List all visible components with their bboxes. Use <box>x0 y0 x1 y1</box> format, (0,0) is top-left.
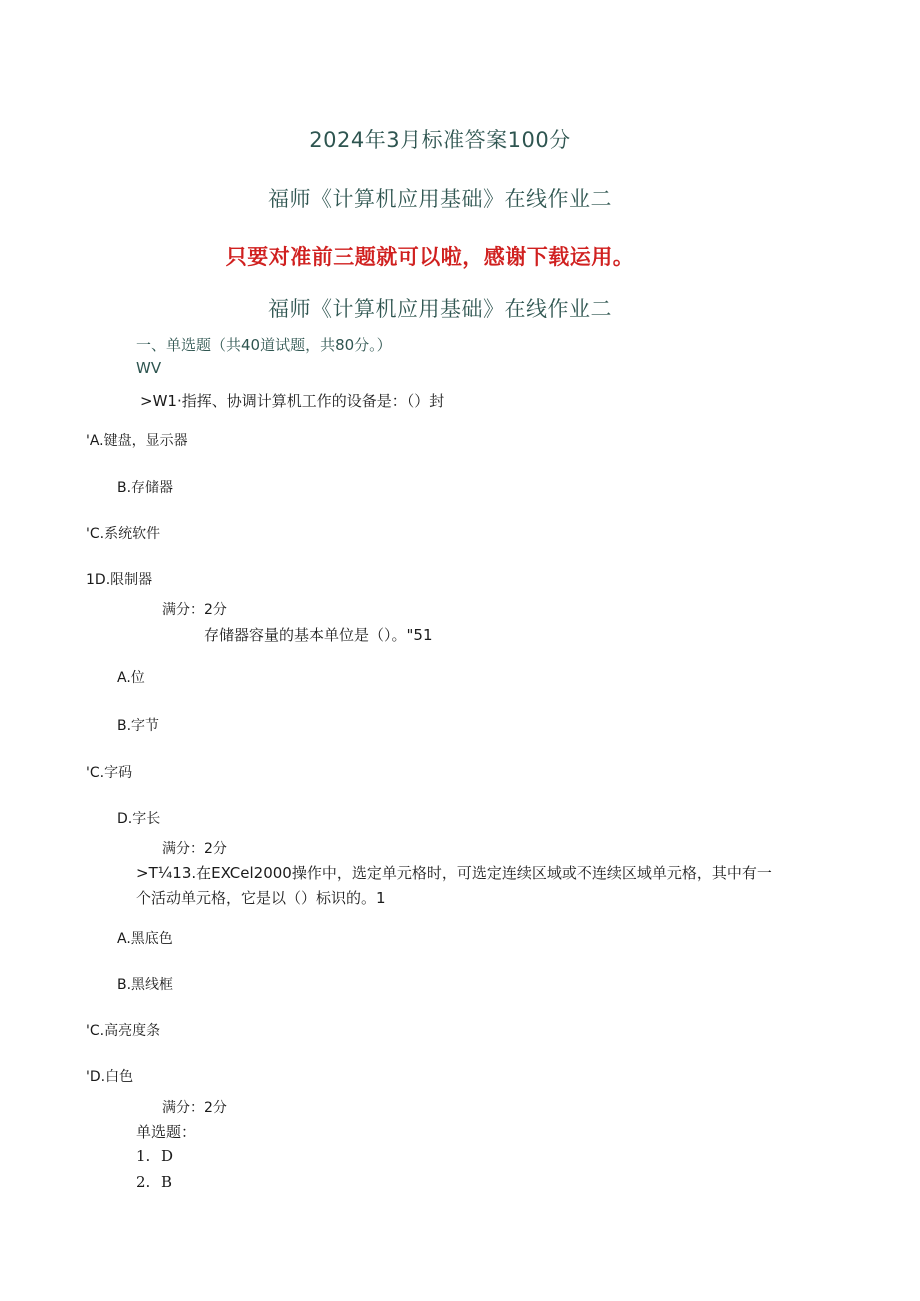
answer-1-number: 1. <box>136 1147 151 1165</box>
answers-heading: 单选题： <box>136 1123 197 1141</box>
question-3-option-a: A.黑底色 <box>117 931 173 947</box>
answer-1-value: D <box>161 1147 174 1165</box>
answer-2-number: 2. <box>136 1173 151 1191</box>
answer-2-value: B <box>161 1173 173 1191</box>
section-heading: 一、单选题（共40道试题，共80分。） <box>136 336 392 354</box>
question-2-option-d: D.字长 <box>117 811 161 827</box>
question-3-stem-line-2: 个活动单元格，它是以（）标识的。1 <box>136 889 386 907</box>
question-3-option-c: 'C.高亮度条 <box>86 1023 161 1039</box>
question-2-option-c: 'C.字码 <box>86 765 133 781</box>
section-marker: WV <box>136 359 162 377</box>
question-3-option-d: 'D.白色 <box>86 1069 134 1085</box>
question-1-option-d: 1D.限制器 <box>86 572 153 588</box>
question-3-option-b: B.黑线框 <box>117 977 174 993</box>
document-title: 2024年3月标准答案100分 <box>309 128 571 152</box>
course-title: 福师《计算机应用基础》在线作业二 <box>268 187 612 211</box>
question-1-option-b: B.存储器 <box>117 480 174 496</box>
question-2-score: 满分：2分 <box>162 841 227 857</box>
question-1-score: 满分：2分 <box>162 602 227 618</box>
question-3-score: 满分：2分 <box>162 1100 227 1116</box>
question-1-stem: >W1·指挥、协调计算机工作的设备是：（）封 <box>140 392 445 410</box>
question-1-option-a: 'A.键盘，显示器 <box>86 433 188 449</box>
question-2-stem: 存储器容量的基本单位是（）。"51 <box>204 626 433 644</box>
download-notice: 只要对准前三题就可以啦，感谢下载运用。 <box>225 245 635 269</box>
question-2-option-a: A.位 <box>117 670 145 686</box>
question-3-stem-line-1: >T¼13.在EXCel2000操作中，选定单元格时，可选定连续区域或不连续区域单元格，其中有一 <box>136 864 772 882</box>
question-1-option-c: 'C.系统软件 <box>86 526 161 542</box>
question-2-option-b: B.字节 <box>117 718 160 734</box>
course-title-repeat: 福师《计算机应用基础》在线作业二 <box>268 297 612 321</box>
